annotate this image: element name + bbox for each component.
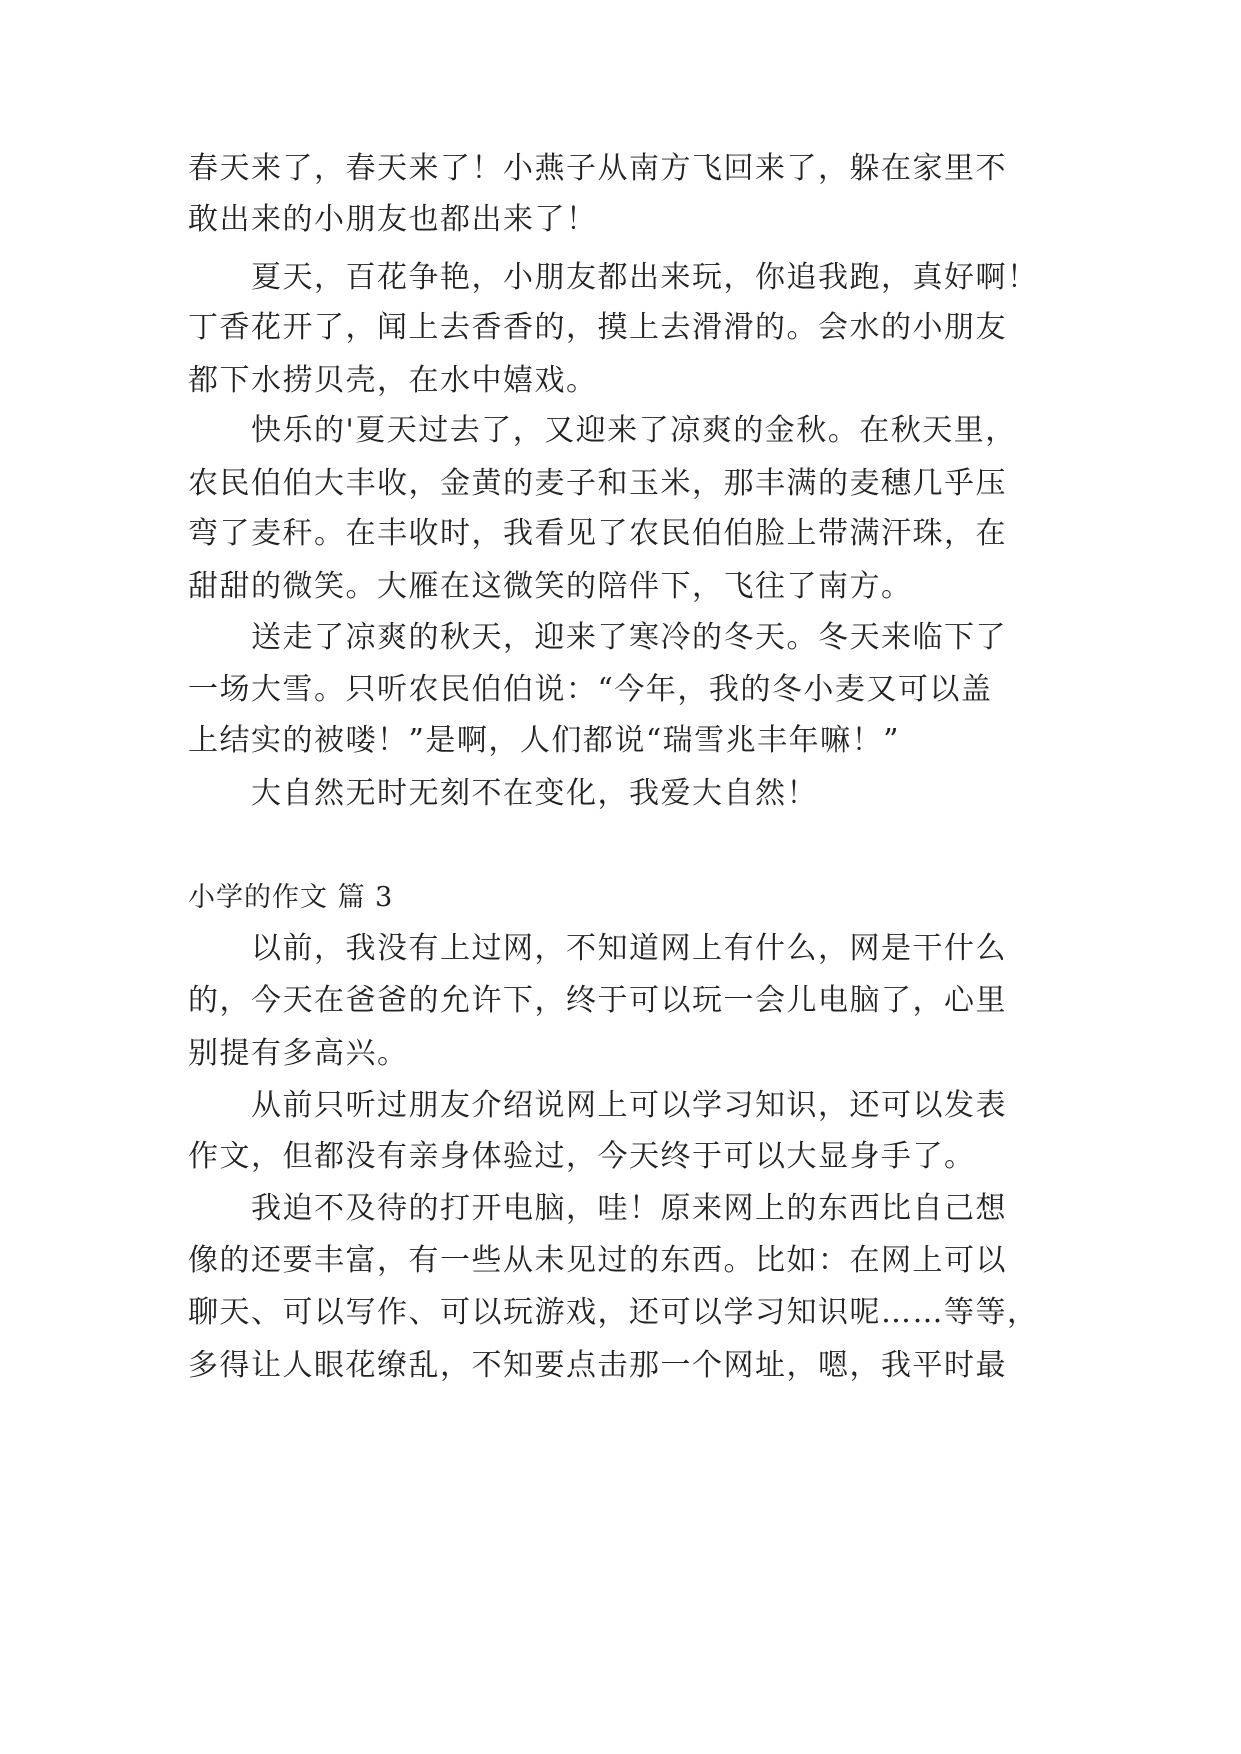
text-line: 别提有多高兴。 bbox=[188, 1036, 409, 1071]
paragraph-start-line: 送走了凉爽的秋天，迎来了寒冷的冬天。冬天来临下了 bbox=[251, 620, 1007, 655]
text-line: 弯了麦秆。在丰收时，我看见了农民伯伯脸上带满汗珠，在 bbox=[188, 516, 1007, 551]
paragraph-start-line: 从前只听过朋友介绍说网上可以学习知识，还可以发表 bbox=[251, 1088, 1007, 1123]
text-line: 像的还要丰富，有一些从未见过的东西。比如：在网上可以 bbox=[188, 1243, 1007, 1278]
text-line: 甜甜的微笑。大雁在这微笑的陪伴下，飞往了南方。 bbox=[188, 569, 913, 604]
text-line: 敢出来的小朋友也都出来了！ bbox=[188, 202, 598, 237]
text-line: 丁香花开了，闻上去香香的，摸上去滑滑的。会水的小朋友 bbox=[188, 310, 1007, 345]
section-heading: 小学的作文 篇 3 bbox=[188, 882, 394, 913]
paragraph-start-line: 我迫不及待的打开电脑，哇！原来网上的东西比自己想 bbox=[251, 1191, 1007, 1226]
text-line: 上结实的被喽！”是啊，人们都说“瑞雪兆丰年嘛！” bbox=[188, 723, 901, 758]
text-line: 聊天、可以写作、可以玩游戏，还可以学习知识呢……等等， bbox=[188, 1295, 1039, 1330]
paragraph-start-line: 快乐的'夏天过去了，又迎来了凉爽的金秋。在秋天里， bbox=[251, 413, 1017, 448]
paragraph-start-line: 大自然无时无刻不在变化，我爱大自然！ bbox=[251, 776, 818, 811]
paragraph-start-line: 夏天，百花争艳，小朋友都出来玩，你追我跑，真好啊！ bbox=[251, 260, 1039, 295]
text-line: 的，今天在爸爸的允许下，终于可以玩一会儿电脑了，心里 bbox=[188, 983, 1007, 1018]
text-line: 春天来了，春天来了！小燕子从南方飞回来了，躲在家里不 bbox=[188, 151, 1007, 186]
paragraph-start-line: 以前，我没有上过网，不知道网上有什么，网是干什么 bbox=[251, 931, 1007, 966]
text-line: 作文，但都没有亲身体验过，今天终于可以大显身手了。 bbox=[188, 1139, 976, 1174]
text-line: 多得让人眼花缭乱，不知要点击那一个网址，嗯，我平时最 bbox=[188, 1348, 1007, 1383]
text-line: 农民伯伯大丰收，金黄的麦子和玉米，那丰满的麦穗几乎压 bbox=[188, 466, 1007, 501]
text-line: 一场大雪。只听农民伯伯说：“今年，我的冬小麦又可以盖 bbox=[188, 672, 993, 707]
text-line: 都下水捞贝壳，在水中嬉戏。 bbox=[188, 363, 598, 398]
